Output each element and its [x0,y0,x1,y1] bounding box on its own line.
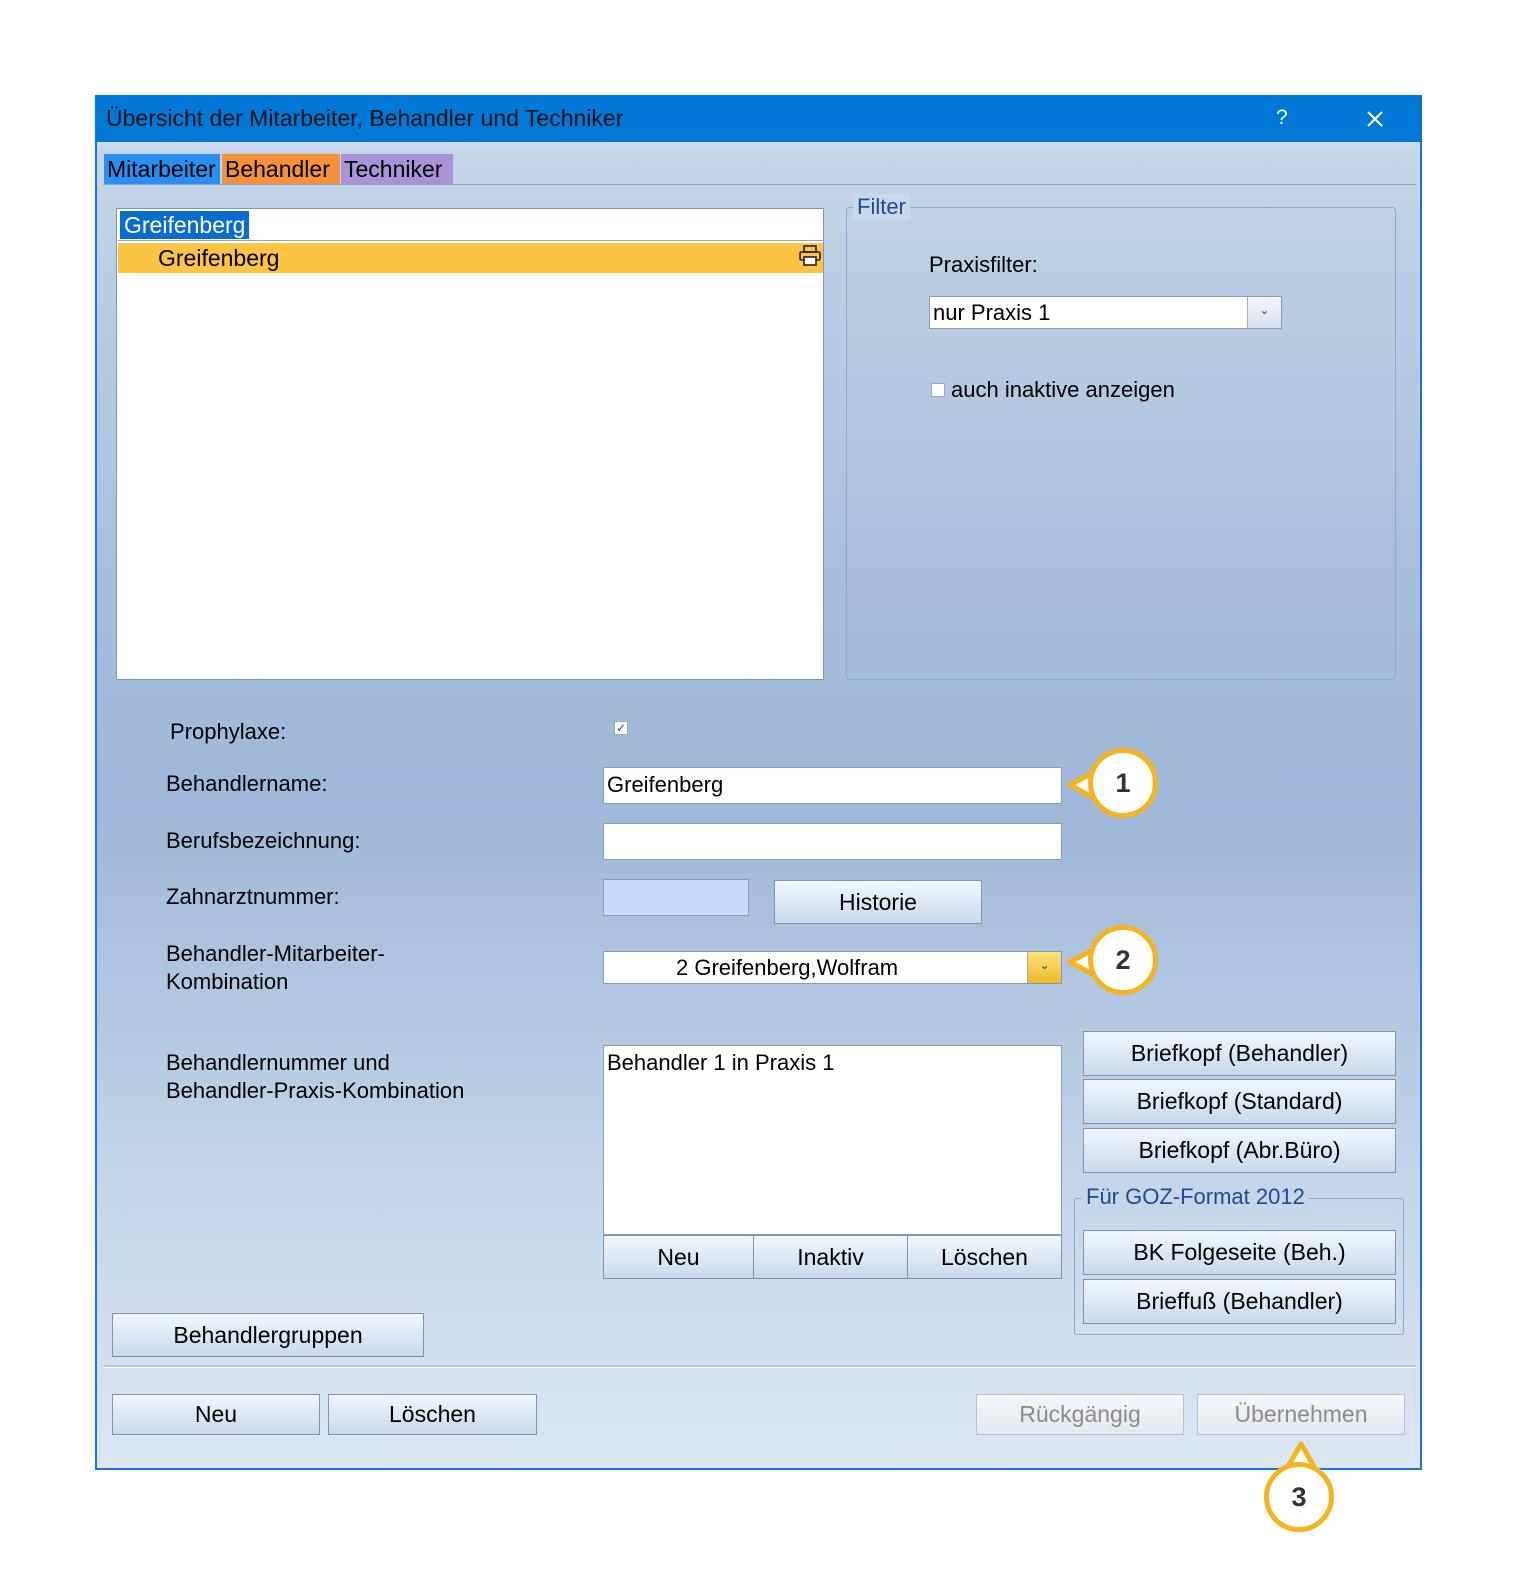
goz-legend: Für GOZ-Format 2012 [1082,1184,1309,1210]
brieffuss-button[interactable]: Brieffuß (Behandler) [1083,1279,1396,1324]
chevron-down-icon[interactable]: ⌄ [1027,952,1061,983]
behandlername-field[interactable] [603,767,1062,804]
chevron-down-icon[interactable]: ⌄ [1247,297,1281,328]
behandlergruppen-button[interactable]: Behandlergruppen [112,1313,424,1357]
inactive-checkbox[interactable] [931,383,945,397]
praxis-label-line2: Behandler-Praxis-Kombination [166,1078,465,1103]
berufsbezeichnung-label: Berufsbezeichnung: [166,828,361,853]
tab-behandler[interactable]: Behandler [222,154,340,184]
praxis-label-line1: Behandlernummer und [166,1050,390,1075]
praxis-inaktiv-button[interactable]: Inaktiv [753,1235,908,1279]
kombination-label-line1: Behandler-Mitarbeiter- [166,941,385,966]
berufsbezeichnung-field[interactable] [603,823,1062,860]
printer-icon[interactable] [798,245,822,267]
loeschen-button[interactable]: Löschen [328,1394,537,1435]
behandler-list[interactable] [116,208,824,680]
behandlername-label: Behandlername: [166,771,328,796]
help-button[interactable]: ? [1276,106,1288,129]
kombination-value: 2 Greifenberg,Wolfram [676,955,899,980]
kombination-label-line2: Kombination [166,969,289,994]
footer-divider [103,1365,1416,1368]
briefkopf-behandler-button[interactable]: Briefkopf (Behandler) [1083,1031,1396,1076]
list-search-field[interactable]: Greifenberg [120,211,249,239]
praxisfilter-value: nur Praxis 1 [933,300,1051,325]
briefkopf-abrbuero-button[interactable]: Briefkopf (Abr.Büro) [1083,1128,1396,1173]
praxis-list[interactable] [603,1045,1062,1235]
praxisfilter-select[interactable] [929,296,1282,329]
callout-3: 3 [1264,1462,1334,1532]
uebernehmen-button[interactable]: Übernehmen [1197,1394,1405,1435]
list-item[interactable]: Behandler 1 in Praxis 1 [607,1050,835,1075]
behandlername-value: Greifenberg [607,772,724,797]
praxis-loeschen-button[interactable]: Löschen [907,1235,1062,1279]
zahnarztnummer-field[interactable] [603,879,749,916]
inactive-label: auch inaktive anzeigen [951,377,1175,402]
callout-1: 1 [1088,748,1158,818]
callout-2: 2 [1088,925,1158,995]
tab-divider [103,184,1416,185]
bk-folgeseite-button[interactable]: BK Folgeseite (Beh.) [1083,1230,1396,1275]
filter-legend: Filter [853,194,910,220]
kombination-select[interactable] [603,951,1062,984]
zahnarztnummer-label: Zahnarztnummer: [166,884,340,909]
praxisfilter-label: Praxisfilter: [929,252,1038,277]
prophylaxe-label: Prophylaxe: [170,719,287,744]
list-item-label: Greifenberg [158,245,280,271]
tab-techniker[interactable]: Techniker [341,154,453,184]
briefkopf-standard-button[interactable]: Briefkopf (Standard) [1083,1079,1396,1124]
neu-button[interactable]: Neu [112,1394,320,1435]
praxis-neu-button[interactable]: Neu [603,1235,754,1279]
rueckgaengig-button[interactable]: Rückgängig [976,1394,1184,1435]
prophylaxe-checkbox[interactable]: ✓ [615,721,627,735]
historie-button[interactable]: Historie [774,880,982,924]
close-icon[interactable] [1360,104,1390,134]
window-title: Übersicht der Mitarbeiter, Behandler und Techniker [106,105,624,131]
tab-mitarbeiter[interactable]: Mitarbeiter [104,154,220,184]
